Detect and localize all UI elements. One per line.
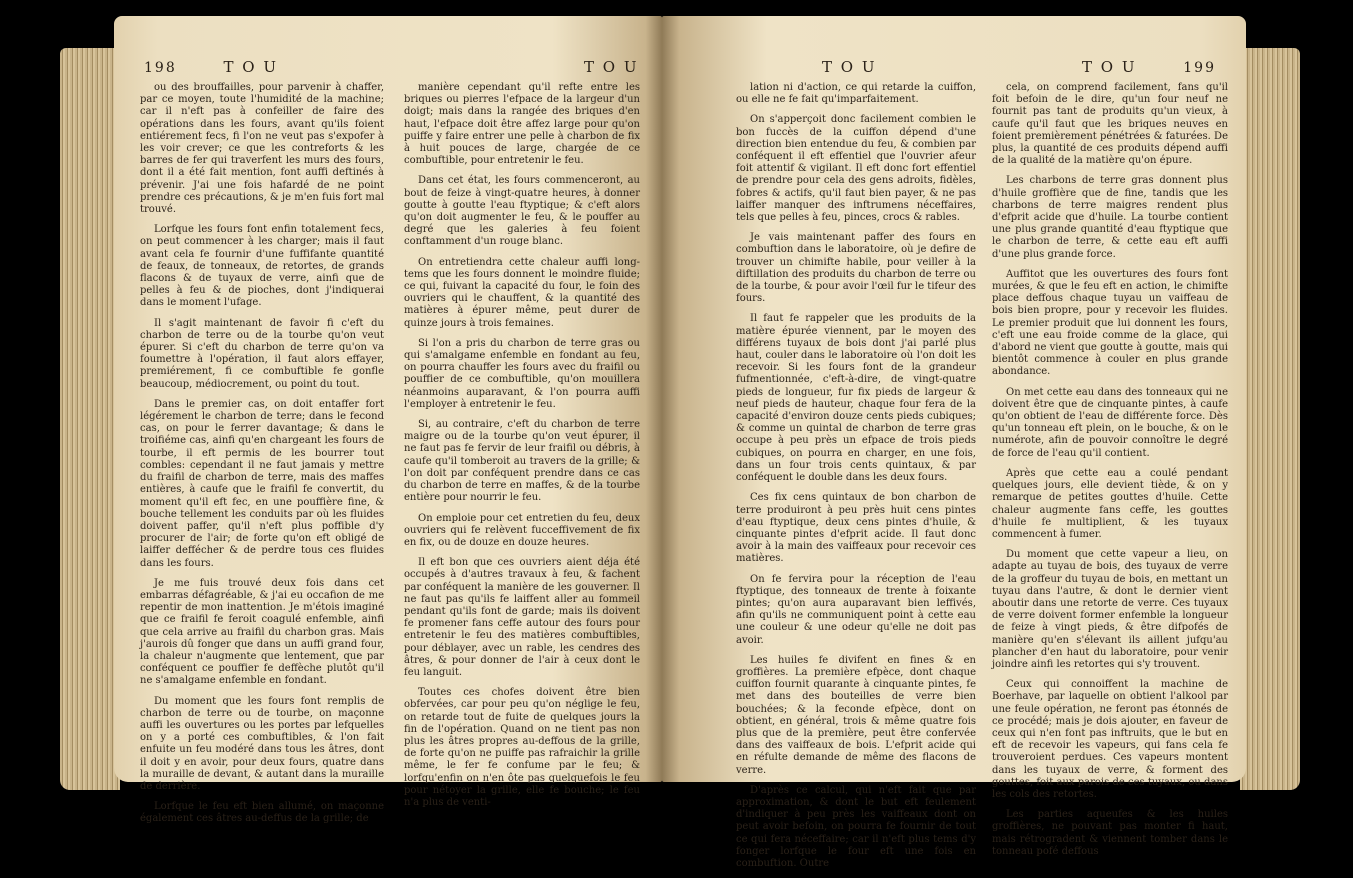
paragraph: Il faut fe rappeler que les produits de la matière épurée viennent, par le moyen des différens tuyaux de bois dont j'ai parlé plus haut, couler dans le laboratoire où l'on doit les recevoir. Si les fours font de la grandeur fufmentionnée, c'eft-à-dire, de vingt-quatre pieds de longueur, fur fix pieds de largeur & neuf pieds de hauteur, chaque four fera de la capacité d'environ douze cents pieds cubiques; & comme un quintal de charbon de terre gras occupe à peu près un efpace de trois pieds cubiques, on pourra en charger, en une fois, dans un four trois cents quintaux, & par conféquent le double dans les deux fours. [736,313,976,484]
paragraph: Auffitot que les ouvertures des fours font murées, & que le feu eft en action, le chimifte place deffous chaque tuyau un vaiffeau de bois bien propre, pour y recevoir les fluides. Le premier produit que lui donnent les fours, c'eft une eau froide comme de la glace, qui d'abord ne vient que goutte à goutte, mais qui bientôt commence à couler en plus grande abondance. [992,268,1228,378]
open-book [60,8,1300,869]
left-page [114,16,662,825]
running-head-center: T O U [584,58,639,76]
paragraph: Les parties aqueufes & les huiles groffières, ne pouvant pas monter fi haut, mais rétrogradent & viennent tomber dans le tonneau pofé deffous [992,809,1228,857]
right-column-2 [992,82,1228,866]
paragraph: Si l'on a pris du charbon de terre gras ou qui s'amalgame enfemble en fondant au feu, on pourra chauffer les fours avec du fraifil ou pouffier de ce combuftible, qu'on mouillera néanmoins auparavant, & l'on pourra auffi l'employer à entretenir le feu. [404,337,640,410]
paragraph: Les charbons de terre gras donnent plus d'huile groffière que de fine, tandis que les charbons de terre maigres rendent plus d'efprit acide que d'huile. La tourbe contient une plus grande quantité d'eau ftyptique que le charbon de terre, & cette eau eft auffi d'une plus grande force. [992,175,1228,260]
paragraph: Lorfque les fours font enfin totalement fecs, on peut commencer à les charger; mais il faut avant cela fe fournir d'une fuffifante quantité de feaux, de tonneaux, de retortes, de grands flacons & de tuyaux de verre, ainfi que de pelles à feu & de pioches, dont j'indiquerai dans le moment l'ufage. [140,224,384,309]
page-edges-left [60,48,120,790]
paragraph: Dans cet état, les fours commenceront, au bout de feize à vingt-quatre heures, à donner goutte à goutte l'eau ftyptique; & c'eft alors qu'on doit augmenter le feu, & le pouffer au degré que les galeries à feu foient conftamment d'un rouge blanc. [404,175,640,248]
paragraph: cela, on comprend facilement, fans qu'il foit befoin de le dire, qu'un four neuf ne fournit pas tant de produits qu'un vieux, à caufe qu'il faut que les briques neuves en foient premièrement pénétrées & faturées. De plus, la quantité de ces produits dépend auffi de la qualité de la matière qu'on épure. [992,82,1228,167]
paragraph: Si, au contraire, c'eft du charbon de terre maigre ou de la tourbe qu'on veut épurer, il ne faut pas fe fervir de leur fraifil ou débris, à caufe qu'il tomberoit au travers de la grille; & l'on doit par conféquent prendre dans ce cas du charbon de terre en maffes, & de la tourbe entière pour nourrir le feu. [404,419,640,504]
paragraph: manière cependant qu'il refte entre les briques ou pierres l'efpace de la largeur d'un doigt; mais dans la rangée des briques d'en haut, l'efpace doit être affez large pour qu'on puiffe y faire entrer une pelle à charbon de fix à huit pouces de large, chargée de ce combuftible, pour entretenir le feu. [404,82,640,167]
paragraph: Lorfque le feu eft bien allumé, on maçonne également ces âtres au-deffus de la grille; de [140,801,384,825]
paragraph: Du moment que cette vapeur a lieu, on adapte au tuyau de bois, des tuyaux de verre de la groffeur du tuyau de bois, en mettant un tuyau dans l'autre, & dont le dernier vient aboutir dans une retorte de verre. Ces tuyaux de verre doivent former enfemble la longueur de feize à vingt pieds, & être difpofés de manière qu'en s'élevant ils aillent jufqu'au plancher d'en haut du laboratoire, pour venir joindre ainfi les retortes qui s'y trouvent. [992,549,1228,670]
running-head-center: T O U [822,58,877,76]
right-page-header [1082,58,1216,76]
page-edges-right [1240,48,1300,790]
page-number: 198 [144,60,177,76]
paragraph: Je vais maintenant paffer des fours en combuftion dans le laboratoire, où je defire de trouver un chimifte habile, pour veiller à la diftillation des produits du charbon de terre ou de la tourbe, & pour avoir l'œil fur le tifeur des fours. [736,232,976,305]
paragraph: Je me fuis trouvé deux fois dans cet embarras défagréable, & j'ai eu occafion de me repentir de mon inattention. Je m'étois imaginé que ce fraifil fe feroit coagulé enfemble, ainfi que cela arrive au fraifil du charbon gras. Mais j'aurois dû fonger que dans un auffi grand four, la chaleur n'augmente que lentement, que par conféquent ce pouffier fe deffèche plutôt qu'il ne s'amalgame enfemble en fondant. [140,577,384,687]
paragraph: Il eft bon que ces ouvriers aient déja été occupés à d'autres travaux à feu, & fachent par conféquent la manière de les gouverner. Il ne faut pas qu'ils fe laiffent aller au fommeil pendant qu'ils font de garde; mais ils doivent fe promener fans ceffe autour des fours pour entretenir le feu des matières combuftibles, pour déblayer, avec un rable, les cendres des âtres, & pour donner de l'air à ceux dont le feu languit. [404,557,640,678]
right-column-1 [736,82,976,878]
running-head: T O U [223,58,278,76]
left-page-header [144,58,278,76]
right-page [662,16,1246,869]
left-column-2 [404,82,640,817]
left-column-1 [140,82,384,834]
paragraph: On emploie pour cet entretien du feu, deux ouvriers qui fe relèvent fucceffivement de fix en fix, ou de douze en douze heures. [404,512,640,548]
paragraph: Ceux qui connoiffent la machine de Boerhave, par laquelle on obtient l'alkool par une feule opération, ne feront pas étonnés de ce procédé; mais je dois ajouter, en faveur de ceux qui n'en font pas inftruits, que le but en eft de recevoir les vapeurs, qui fans cela fe trouveroient perdues. Ces vapeurs montent dans les tuyaux de verre, & forment des gouttes, foit aux parois de ces tuyaux, ou dans les cols des retortes. [992,679,1228,800]
paragraph: Ces fix cens quintaux de bon charbon de terre produiront à peu près huit cens pintes d'eau ftyptique, deux cens pintes d'huile, & cinquante pintes d'efprit acide. Il faut donc avoir à la main des vaiffeaux pour recevoir ces matières. [736,492,976,565]
page-number: 199 [1183,60,1216,76]
paragraph: Toutes ces chofes doivent être bien obfervées, car pour peu qu'on néglige le feu, on retarde tout de fuite de quelques jours la fin de l'opération. Quand on ne tient pas non plus les âtres propres au-deffous de la grille, de forte qu'on ne puiffe pas rafraichir la grille même, le fer fe confume par le feu; & lorfqu'enfin on n'en ôte pas quelquefois le feu pour nétoyer la grille, elle fe bouche; le feu n'a plus de venti- [404,687,640,808]
paragraph: Du moment que les fours font remplis de charbon de terre ou de tourbe, on maçonne auffi les ouvertures ou les portes par lefquelles on y a porté ces combuftibles, & l'on fait enfuite un feu modéré dans tous les âtres, dont il doit y en avoir, pour deux fours, quatre dans la muraille de devant, & autant dans la muraille de derrière. [140,695,384,792]
paragraph: On met cette eau dans des tonneaux qui ne doivent être que de cinquante pintes, à caufe qu'on obtient de l'eau de différente force. Dès qu'un tonneau eft plein, on le bouche, & on le numérote, afin de pouvoir connoître le degré de force de l'eau qu'il contient. [992,386,1228,459]
paragraph: On fe fervira pour la réception de l'eau ftyptique, des tonneaux de trente à foixante pintes; qu'on aura auparavant bien leffivés, afin qu'ils ne communiquent point à cette eau une couleur & une odeur qu'elle ne doit pas avoir. [736,573,976,646]
paragraph: On s'apperçoit donc facilement combien le bon fuccès de la cuiffon dépend d'une direction bien entendue du feu, & combien par conféquent il eft effentiel que l'ouvrier afeur foit attentif & vigilant. Il eft donc fort effentiel de prendre pour cela des gens adroits, fidèles, fobres & actifs, qu'il faut bien payer, & ne pas laiffer manquer des inftrumens néceffaires, tels que pelles à feu, pinces, crocs & rables. [736,114,976,224]
paragraph: Dans le premier cas, on doit entaffer fort légérement le charbon de terre; dans le fecond cas, on pour le ferrer davantage; & dans le troifiéme cas, ainfi qu'en chargeant les fours de tourbe, il eft permis de les bourrer tout combles: cependant il ne faut jamais y mettre du fraifil de charbon de terre, mais des maffes entières, à caufe que le fraifil fe convertit, du moment qu'il eft fec, en une pouffière fine, & bouche tellement les conduits par où les fluides doivent paffer, qu'il n'eft plus poffible d'y procurer de l'air; de forte qu'on eft obligé de laiffer deffécher & de perdre tous ces fluides dans les fours. [140,398,384,569]
paragraph: Les huiles fe divifent en fines & en groffières. La première efpèce, dont chaque cuiffon fournit quarante à cinquante pintes, fe met dans des bouteilles de verre bien bouchées; & la feconde efpèce, dont on obtient, en général, trois & même quatre fois plus que de la première, peut être confervée dans des vaiffeaux de bois. L'efprit acide qui en réfulte demande de même des flacons de verre. [736,654,976,776]
paragraph: lation ni d'action, ce qui retarde la cuiffon, ou elle ne fe fait qu'imparfaitement. [736,82,976,106]
paragraph: ou des brouffailles, pour parvenir à chaffer, par ce moyen, toute l'humidité de la machine; car il n'eft pas à confeiller de faire des opérations dans les fours, avant qu'ils foient entiérement fecs, fi l'on ne veut pas s'expofer à les voir crever; ce que les contreforts & les barres de fer qui traverfent les murs des fours, dont il a été fait mention, font auffi deftinés à prévenir. J'ai une fois hafardé de ne point prendre ces précautions, & je m'en fuis fort mal trouvé. [140,82,384,216]
paragraph: Il s'agit maintenant de favoir fi c'eft du charbon de terre ou de la tourbe qu'on veut épurer. Si c'eft du charbon de terre qu'on va foumettre à l'opération, il faut alors effayer, premiérement, fi ce combuftible fe gonfle beaucoup, médiocrement, ou point du tout. [140,317,384,390]
paragraph: On entretiendra cette chaleur auffi long-tems que les fours donnent le moindre fluide; ce qui, fuivant la capacité du four, le foin des ouvriers qui le chauffent, & la quantité des matières à épurer même, peut durer de quinze jours à trois femaines. [404,256,640,329]
running-head: T O U [1082,58,1137,76]
paragraph: Après que cette eau a coulé pendant quelques jours, elle devient tiède, & on y remarque de petites gouttes d'huile. Cette chaleur augmente fans ceffe, les gouttes d'huile fe multiplient, & les tuyaux commencent à fumer. [992,467,1228,540]
paragraph: D'après ce calcul, qui n'eft fait que par approximation, & dont le but eft feulement d'indiquer à peu près les vaiffeaux dont on peut avoir befoin, on pourra fe fournir de tout ce qui fera néceffaire; car il n'eft plus tems d'y fonger lorfque le four eft une fois en combuftion. Outre [736,784,976,869]
